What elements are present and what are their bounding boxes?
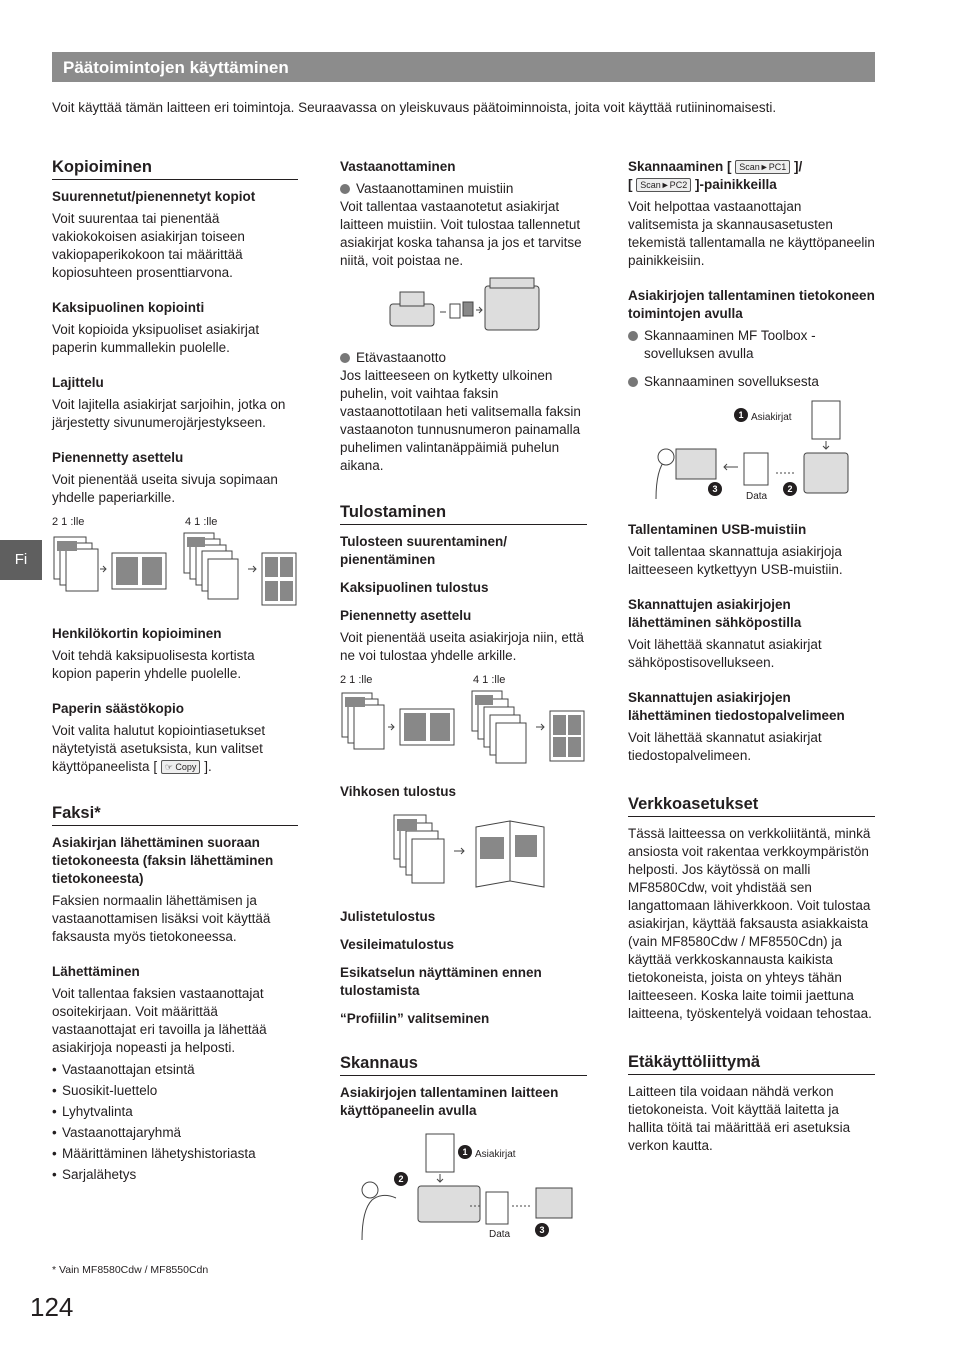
heading-faksi: Faksi* (52, 804, 298, 826)
scan-pc1-key: Scan►PC1 (735, 160, 790, 174)
print-feature: Tulosteen suurentaminen/ pienentäminen (340, 534, 508, 567)
language-tab: Fi (0, 540, 42, 580)
column-1 (52, 158, 298, 1201)
scan-pc-illustration (628, 397, 875, 509)
svg-text:2: 2 (398, 1174, 404, 1184)
paragraph: Tässä laitteessa on verkkoliitäntä, minkä ansiosta voit rakentaa verkkoympäristön helposti. Jos käytössä on malli MF8580Cdw, voit yhdistää sen langattomaan lähiverkkoon. Voit tulostaa asiakirjan, käyttää faksausta asiakkaista (vain MF8580Cdw / MF8550Cdn) ja käyttää verkkoskannausta kaikista tietokoneista, joista on yhteys tähän laitteeseen. Koska laite toimii jaettuna laitteena, työskentelyä voidaan tehostaa. (628, 826, 872, 1021)
page-number: 124 (30, 1292, 74, 1322)
bullet-item: Skannaaminen sovelluksesta (628, 373, 875, 391)
paragraph: Voit valita halutut kopiointiasetukset näytetyistä asetuksista, kun valitset käyttöpaneelista [ ☞ Copy ]. (52, 723, 266, 774)
n-up-diagram (52, 529, 298, 625)
subheading: Skannattujen asiakirjojen lähettäminen tiedostopalvelimeen (628, 690, 845, 723)
list-item: • Määrittäminen lähetyshistoriasta (52, 1145, 298, 1163)
n-up-print-illustration (340, 671, 587, 783)
heading-skannaus: Skannaus (340, 1054, 587, 1076)
fig-label-2in1: 2 1 :lle (52, 516, 85, 528)
paragraph: Voit kopioida yksipuoliset asiakirjat paperin kummallekin puolelle. (52, 322, 260, 355)
subheading-scan-buttons: Skannaaminen [ Scan►PC1 ]/ [ Scan►PC2 ]-painikkeilla (628, 159, 803, 192)
subheading: Tallentaminen USB-muistiin (628, 522, 807, 537)
fig-label-data: Data (746, 491, 768, 502)
banner-title: Päätoimintojen käyttäminen (63, 58, 289, 77)
heading-etakayttoliittyma: Etäkäyttöliittymä (628, 1053, 875, 1075)
svg-text:1: 1 (462, 1147, 468, 1157)
scan-panel-diagram (340, 1130, 587, 1248)
fig-label-data: Data (489, 1229, 511, 1240)
paragraph: Voit pienentää useita sivuja sopimaan yhdelle paperiarkille. (52, 472, 278, 505)
paragraph: Voit tehdä kaksipuolisesta kortista kopion paperin yhdelle puolelle. (52, 648, 255, 681)
list-item: • Vastaanottajaryhmä (52, 1124, 298, 1142)
scan-panel-illustration (340, 1130, 587, 1248)
paragraph: Voit tallentaa vastaanotetut asiakirjat laitteen muistiin. Voit tulostaa tallennetut asiakirjat koska tahansa ja jos et tarvitse niitä, voit poistaa ne. (340, 199, 582, 268)
fig-label-2in1: 2 1 :lle (340, 674, 373, 686)
bullet-item: Etävastaanotto (340, 349, 587, 367)
subheading: Lajittelu (52, 375, 104, 390)
paragraph: Voit helpottaa vastaanottajan valitsemista ja skannausasetusten tekemistä tallentamalla ne käyttöpaneelin painikkeisiin. (628, 199, 875, 268)
print-feature: Julistetulostus (340, 909, 436, 924)
subheading: Skannattujen asiakirjojen lähettäminen sähköpostilla (628, 597, 802, 630)
list-item: • Suosikit-luettelo (52, 1082, 298, 1100)
paragraph: Voit lähettää skannatut asiakirjat tiedostopalvelimeen. (628, 730, 822, 763)
paragraph: Voit lajitella asiakirjat sarjoihin, jotka on järjestetty sivunumerojärjestykseen. (52, 397, 286, 430)
subheading: Pienennetty asettelu (52, 450, 184, 465)
fig-label-asiakirjat: Asiakirjat (475, 1149, 516, 1160)
print-feature: “Profiilin” valitseminen (340, 1011, 490, 1026)
svg-text:3: 3 (539, 1225, 545, 1235)
heading-tulostaminen: Tulostaminen (340, 503, 587, 525)
paragraph: Voit suurentaa tai pienentää vakiokokoisen asiakirjan toiseen vakiopaperikokoon tai määrittää kopiosuhteen prosenttiarvona. (52, 211, 245, 280)
print-feature: Esikatselun näyttäminen ennen tulostamista (340, 965, 542, 998)
scan-pc2-key: Scan►PC2 (636, 178, 691, 192)
column-2 (340, 158, 587, 1248)
subheading: Henkilökortin kopioiminen (52, 626, 222, 641)
subheading: Asiakirjojen tallentaminen laitteen käyttöpaneelin avulla (340, 1085, 559, 1118)
footnote: * Vain MF8580Cdw / MF8550Cdn (52, 1264, 209, 1276)
intro-text: Voit käyttää tämän laitteen eri toimintoja. Seuraavassa on yleiskuvaus päätoiminnoista, joita voit käyttää rutiininomaisesti. (52, 100, 777, 115)
paragraph: Voit pienentää useita asiakirjoja niin, että ne voi tulostaa yhdelle arkille. (340, 630, 584, 663)
paragraph: Jos laitteeseen on kytketty ulkoinen puhelin, voit vaihtaa faksin vastaanottotilaan heti valitsemalla faksin vastaanoton tunnusnumeron painamalla puhelimen valintanäppäimiä puhelun aikana. (340, 368, 581, 473)
list-item: • Lyhytvalinta (52, 1103, 298, 1121)
subheading: Lähettäminen (52, 964, 140, 979)
print-feature: Kaksipuolinen tulostus (340, 580, 489, 595)
n-up-diagram (340, 687, 587, 783)
subheading: Asiakirjojen tallentaminen tietokoneen toimintojen avulla (628, 288, 875, 321)
list-item: • Vastaanottajan etsintä (52, 1061, 298, 1079)
paragraph: Voit tallentaa skannattuja asiakirjoja laitteeseen kytkettyyn USB-muistiin. (628, 544, 843, 577)
subheading: Asiakirjan lähettäminen suoraan tietokoneesta (faksin lähettäminen tietokoneesta) (52, 835, 274, 886)
heading-kopioiminen: Kopioiminen (52, 158, 298, 180)
fig-label-4in1: 4 1 :lle (185, 516, 218, 528)
paragraph: Voit tallentaa faksien vastaanottajat osoitekirjaan. Voit määrittää vastaanottajat eri tavoilla ja lähettää asiakirjoja nopeasti ja helposti. (52, 986, 267, 1055)
bullet-item: Skannaaminen MF Toolbox -sovelluksen avulla (628, 327, 875, 363)
paragraph: Laitteen tila voidaan nähdä verkon tietokoneista. Voit käyttää laitetta ja hallita töitä tai määrittää eri asetuksia verkon kautta. (628, 1084, 851, 1153)
heading-verkkoasetukset: Verkkoasetukset (628, 795, 875, 817)
print-feature: Vihkosen tulostus (340, 784, 457, 799)
n-up-copy-illustration (52, 513, 298, 625)
fig-label-asiakirjat: Asiakirjat (751, 412, 792, 423)
paragraph: Faksien normaalin lähettämisen ja vastaanottamisen lisäksi voit käyttää faksausta myös tietokoneessa. (52, 893, 271, 944)
list-item: • Sarjalähetys (52, 1166, 298, 1184)
fax-receive-illustration (340, 274, 587, 342)
subheading: Vastaanottaminen (340, 159, 456, 174)
subheading: Paperin säästökopio (52, 701, 185, 716)
copy-key: ☞ Copy (161, 760, 201, 774)
fig-label-4in1: 4 1 :lle (473, 674, 506, 686)
subheading: Kaksipuolinen kopiointi (52, 300, 205, 315)
subheading: Suurennetut/pienennetyt kopiot (52, 189, 256, 204)
booklet-illustration (340, 807, 587, 897)
svg-text:3: 3 (712, 484, 718, 494)
fax-bullet-list (52, 1061, 298, 1184)
bullet-item: Vastaanottaminen muistiin (340, 180, 587, 198)
section-banner (52, 52, 875, 82)
svg-text:1: 1 (738, 410, 744, 420)
print-feature: Pienennetty asettelu (340, 608, 472, 623)
column-3 (628, 158, 875, 1155)
print-feature: Vesileimatulostus (340, 937, 455, 952)
svg-text:2: 2 (787, 484, 793, 494)
paragraph: Voit lähettää skannatut asiakirjat sähköpostisovellukseen. (628, 637, 822, 670)
